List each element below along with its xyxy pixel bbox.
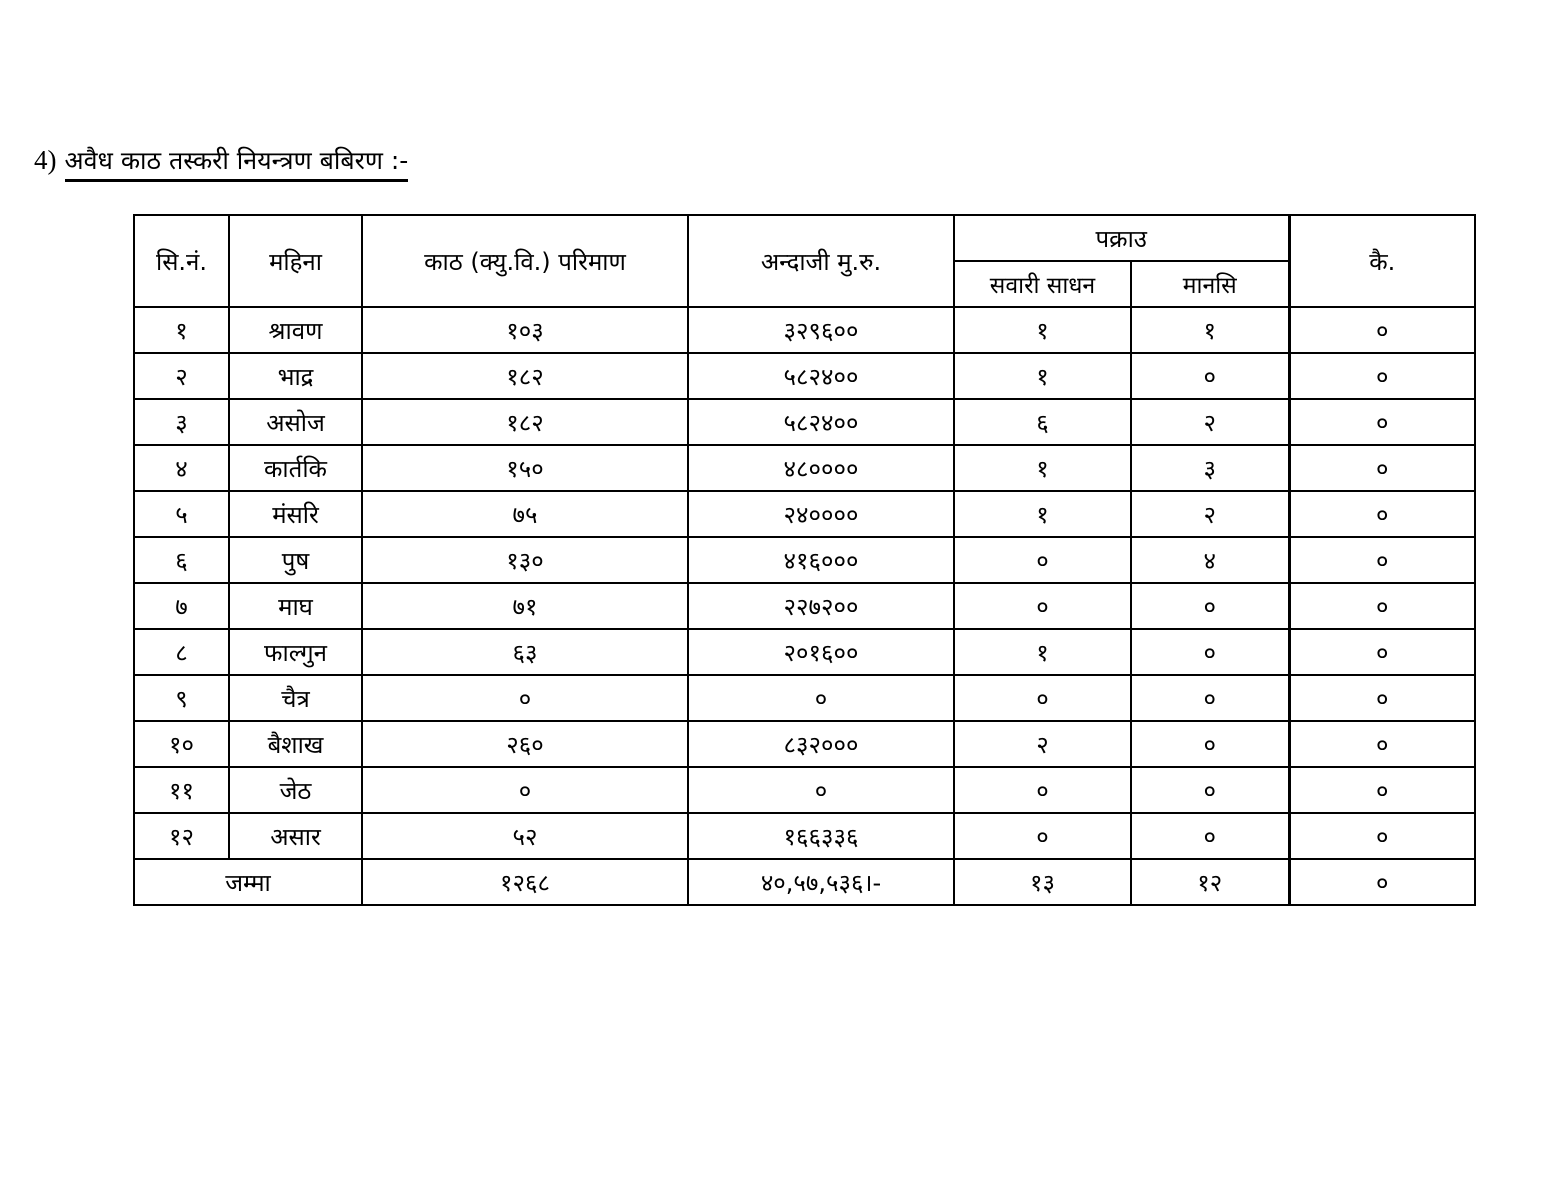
table-row (134, 537, 1475, 583)
cell-month: असोज (229, 399, 362, 445)
cell-volume: १८२ (362, 353, 688, 399)
cell-remarks: ० (1289, 445, 1475, 491)
section-number: 4) (34, 145, 57, 175)
cell-serial: ९ (134, 675, 229, 721)
cell-volume: ७१ (362, 583, 688, 629)
timber-smuggling-table (133, 214, 1476, 906)
cell-vehicle: १ (954, 445, 1131, 491)
cell-volume: १८२ (362, 399, 688, 445)
header-seized-group: पक्राउ (954, 215, 1289, 261)
cell-person: ४ (1131, 537, 1289, 583)
cell-month: फाल्गुन (229, 629, 362, 675)
cell-person: ० (1131, 721, 1289, 767)
cell-volume: १३० (362, 537, 688, 583)
total-label: जम्मा (134, 859, 362, 905)
table-row (134, 307, 1475, 353)
total-remarks: ० (1289, 859, 1475, 905)
cell-vehicle: १ (954, 491, 1131, 537)
cell-volume: ५२ (362, 813, 688, 859)
cell-vehicle: ० (954, 583, 1131, 629)
table-row (134, 813, 1475, 859)
cell-serial: १२ (134, 813, 229, 859)
cell-volume: ७५ (362, 491, 688, 537)
header-volume: काठ (क्यु.वि.) परिमाण (362, 215, 688, 307)
cell-month: भाद्र (229, 353, 362, 399)
cell-estimate: २२७२०० (688, 583, 954, 629)
cell-remarks: ० (1289, 537, 1475, 583)
total-row (134, 859, 1475, 905)
header-remarks: कै. (1289, 215, 1475, 307)
cell-person: ० (1131, 583, 1289, 629)
cell-serial: १ (134, 307, 229, 353)
cell-estimate: ८३२००० (688, 721, 954, 767)
cell-serial: ६ (134, 537, 229, 583)
cell-remarks: ० (1289, 491, 1475, 537)
cell-volume: ० (362, 767, 688, 813)
cell-volume: ६३ (362, 629, 688, 675)
cell-serial: ३ (134, 399, 229, 445)
cell-person: ० (1131, 767, 1289, 813)
section-heading (34, 142, 408, 182)
cell-month: पुष (229, 537, 362, 583)
cell-person: ३ (1131, 445, 1289, 491)
table-row (134, 629, 1475, 675)
total-vehicle: १३ (954, 859, 1131, 905)
table-row (134, 767, 1475, 813)
cell-estimate: ४८०००० (688, 445, 954, 491)
cell-vehicle: २ (954, 721, 1131, 767)
cell-estimate: १६६३३६ (688, 813, 954, 859)
header-serial: सि.नं. (134, 215, 229, 307)
total-estimate: ४०,५७,५३६।- (688, 859, 954, 905)
cell-estimate: ४१६००० (688, 537, 954, 583)
header-row-1 (134, 215, 1475, 261)
cell-serial: ८ (134, 629, 229, 675)
cell-estimate: ५८२४०० (688, 353, 954, 399)
cell-remarks: ० (1289, 583, 1475, 629)
cell-estimate: २०१६०० (688, 629, 954, 675)
table-row (134, 353, 1475, 399)
cell-estimate: ५८२४०० (688, 399, 954, 445)
cell-remarks: ० (1289, 675, 1475, 721)
cell-person: २ (1131, 399, 1289, 445)
cell-vehicle: ० (954, 675, 1131, 721)
cell-serial: ४ (134, 445, 229, 491)
table-row (134, 721, 1475, 767)
cell-month: चैत्र (229, 675, 362, 721)
table-row (134, 675, 1475, 721)
total-person: १२ (1131, 859, 1289, 905)
cell-person: ० (1131, 675, 1289, 721)
cell-person: २ (1131, 491, 1289, 537)
cell-serial: ५ (134, 491, 229, 537)
cell-vehicle: ० (954, 813, 1131, 859)
cell-remarks: ० (1289, 353, 1475, 399)
cell-vehicle: १ (954, 629, 1131, 675)
table-row (134, 491, 1475, 537)
cell-serial: ७ (134, 583, 229, 629)
section-title: अवैध काठ तस्करी नियन्त्रण बबिरण :- (65, 143, 409, 182)
cell-estimate: ३२९६०० (688, 307, 954, 353)
header-estimate: अन्दाजी मु.रु. (688, 215, 954, 307)
cell-volume: २६० (362, 721, 688, 767)
header-person: मानसि (1131, 261, 1289, 307)
cell-vehicle: ० (954, 767, 1131, 813)
header-vehicle: सवारी साधन (954, 261, 1131, 307)
cell-month: मंसरि (229, 491, 362, 537)
cell-volume: १५० (362, 445, 688, 491)
cell-volume: ० (362, 675, 688, 721)
cell-remarks: ० (1289, 767, 1475, 813)
cell-month: श्रावण (229, 307, 362, 353)
cell-remarks: ० (1289, 399, 1475, 445)
cell-estimate: ० (688, 675, 954, 721)
table-row (134, 583, 1475, 629)
cell-month: बैशाख (229, 721, 362, 767)
cell-remarks: ० (1289, 629, 1475, 675)
cell-vehicle: ६ (954, 399, 1131, 445)
cell-serial: १० (134, 721, 229, 767)
cell-month: जेठ (229, 767, 362, 813)
cell-person: ० (1131, 813, 1289, 859)
cell-remarks: ० (1289, 307, 1475, 353)
cell-estimate: २४०००० (688, 491, 954, 537)
cell-person: ० (1131, 629, 1289, 675)
cell-serial: २ (134, 353, 229, 399)
table-body (134, 307, 1475, 859)
cell-person: ० (1131, 353, 1289, 399)
table-row (134, 445, 1475, 491)
table-row (134, 399, 1475, 445)
cell-remarks: ० (1289, 721, 1475, 767)
cell-vehicle: ० (954, 537, 1131, 583)
cell-estimate: ० (688, 767, 954, 813)
cell-remarks: ० (1289, 813, 1475, 859)
cell-vehicle: १ (954, 307, 1131, 353)
cell-vehicle: १ (954, 353, 1131, 399)
cell-month: कार्तकि (229, 445, 362, 491)
total-volume: १२६८ (362, 859, 688, 905)
header-month: महिना (229, 215, 362, 307)
cell-volume: १०३ (362, 307, 688, 353)
cell-serial: ११ (134, 767, 229, 813)
cell-person: १ (1131, 307, 1289, 353)
cell-month: माघ (229, 583, 362, 629)
cell-month: असार (229, 813, 362, 859)
